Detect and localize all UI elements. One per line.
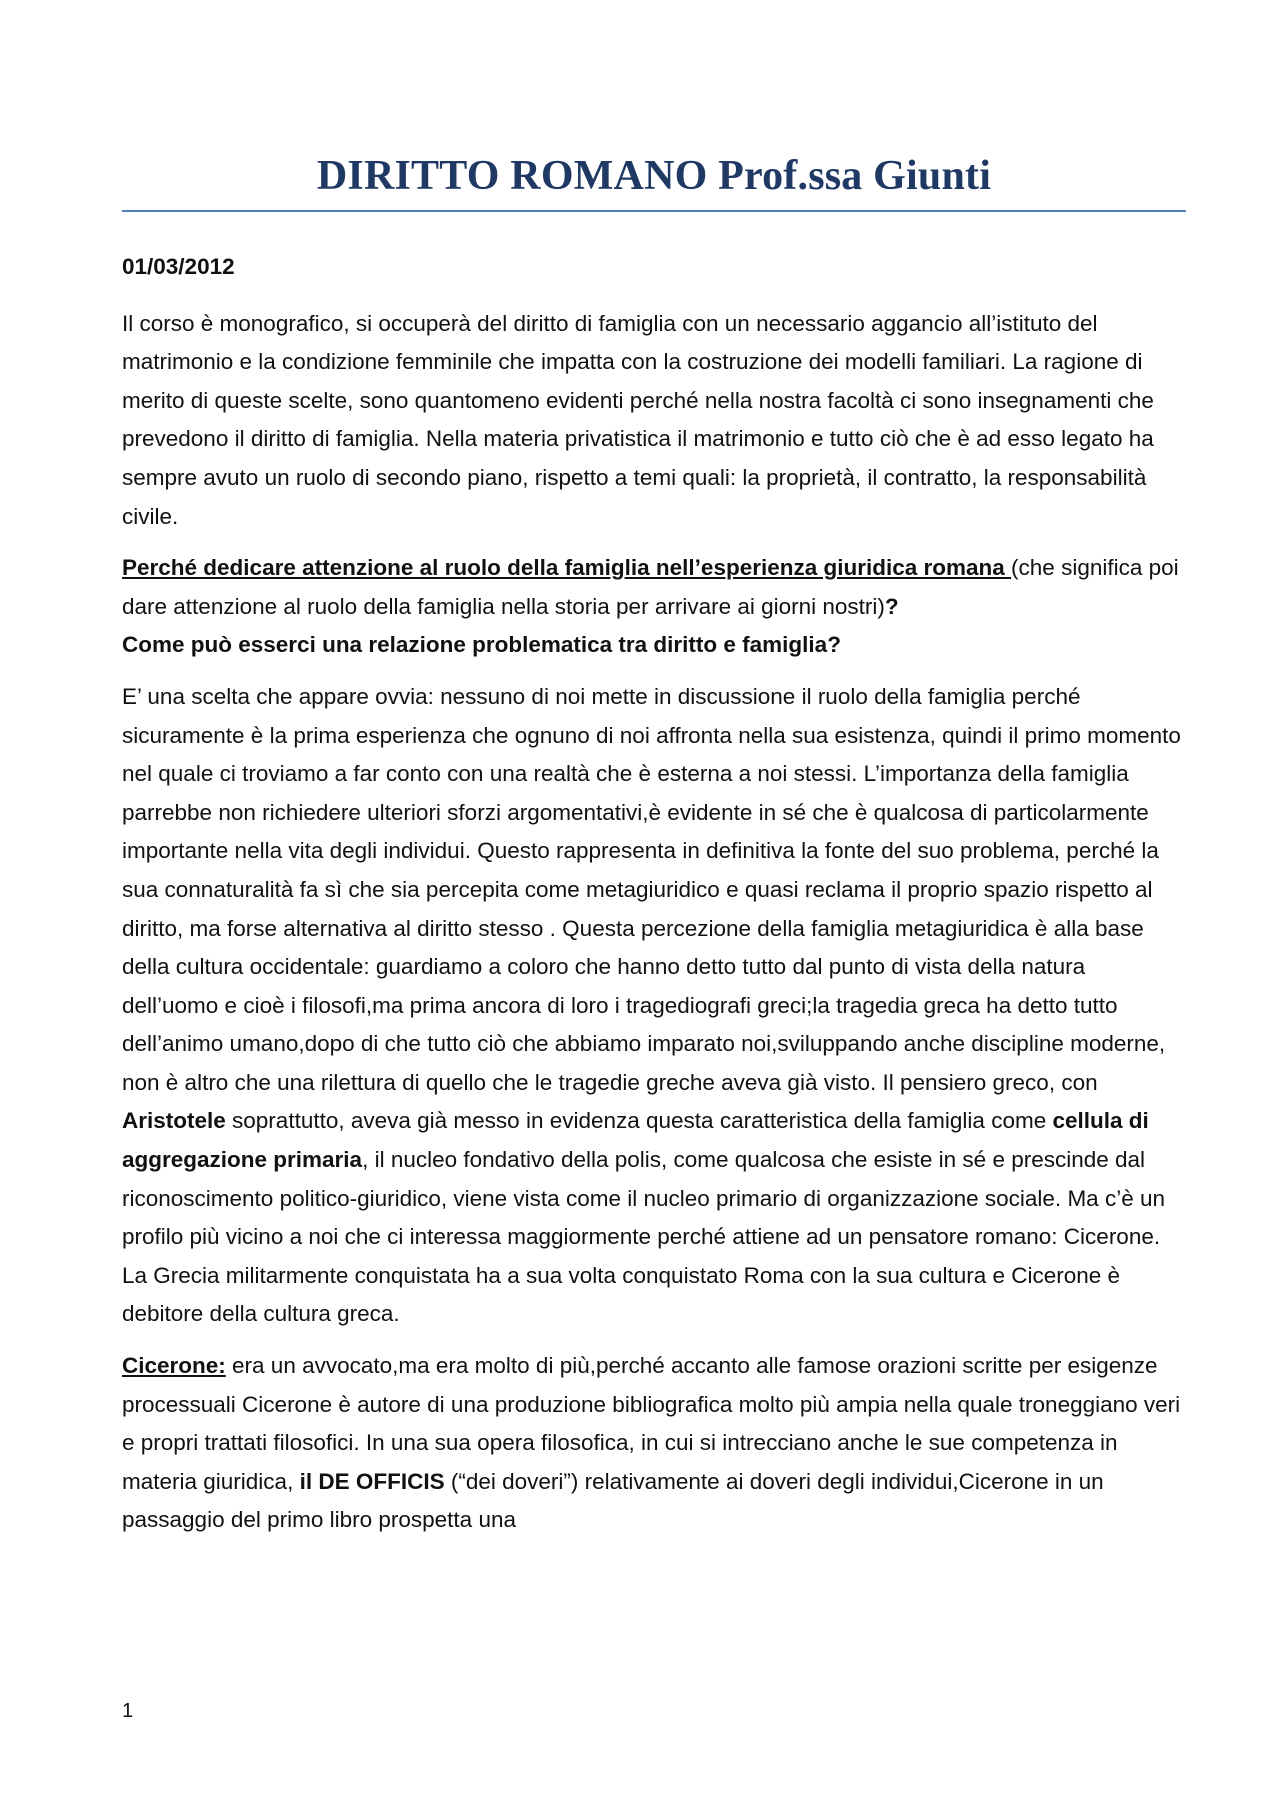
cicerone-heading: Cicerone: — [122, 1353, 226, 1379]
cicerone-text-1: era un avvocato,ma era molto di più,perché accanto alle famose orazioni scritte per esigenze processuali Cicerone è autore di una produzione bibliografica molto più ampia nella quale troneggiano veri e propri trattati filosofici. In una sua opera filosofica, in cui si intrecciano anche le sue competenza in materia giuridica, — [122, 1353, 1181, 1494]
title-block — [122, 152, 1186, 212]
paragraph-question — [122, 549, 1186, 665]
aristotele-bold: Aristotele — [122, 1108, 226, 1134]
lecture-date: 01/03/2012 — [122, 254, 235, 279]
family-text-1: E’ una scelta che appare ovvia: nessuno di noi mette in discussione il ruolo della famiglia perché sicuramente è la prima esperienza che ognuno di noi affronta nella sua esistenza, quindi il primo momento nel quale ci troviamo a far conto con una realtà che è esterna a noi stessi. L’importanza della famiglia parrebbe non richiedere ulteriori sforzi argomentativi,è evidente in sé che è qualcosa di particolarmente importante nella vita degli individui. Questo rappresenta in definitiva la fonte del suo problema, perché la sua connaturalità fa sì che sia percepita come metagiuridico e quasi reclama il proprio spazio rispetto al diritto, ma forse alternativa al diritto stesso . Questa percezione della famiglia metagiuridica è alla base della cultura occidentale: guardiamo a coloro che hanno detto tutto dal punto di vista della natura dell’uomo e cioè i filosofi,ma prima ancora di loro i tragediografi greci;la tragedia greca ha detto tutto dell’animo umano,dopo di che tutto ciò che abbiamo imparato noi,sviluppando anche discipline moderne, non è altro che una rilettura di quello che le tragedie greche aveva già visto. Il pensiero greco, con — [122, 683, 1181, 1095]
cicerone-text-2: (“dei doveri”) relativamente ai doveri degli individui,Cicerone in un passaggio del primo libro prospetta una — [122, 1468, 1104, 1533]
question-line: Come può esserci una relazione problematica tra diritto e famiglia? — [122, 632, 841, 658]
family-text-3: , il nucleo fondativo della polis, come qualcosa che esiste in sé e prescinde dal riconoscimento politico-giuridico, viene vista come il nucleo primario di organizzazione sociale. Ma c’è un profilo più vicino a noi che ci interessa maggiormente perché attiene ad un pensatore romano: Cicerone. La Grecia militarmente conquistata ha a sua volta conquistato Roma con la sua cultura e Cicerone è debitore della cultura greca. — [122, 1147, 1165, 1327]
page-title: DIRITTO ROMANO Prof.ssa Giunti — [316, 153, 992, 199]
family-text-2: soprattutto, aveva già messo in evidenza questa caratteristica della famiglia come — [225, 1108, 1053, 1134]
page-number: 1 — [122, 1700, 134, 1722]
question-mark: ? — [884, 593, 899, 619]
cellula-bold: cellula di aggregazione primaria — [122, 1108, 1149, 1173]
paragraph-cicerone — [122, 1347, 1186, 1540]
paragraph-intro: Il corso è monografico, si occuperà del diritto di famiglia con un necessario aggancio all’istituto del matrimonio e la condizione femminile che impatta con la costruzione dei modelli familiari. La ragione di merito di queste scelte, sono quantomeno evidenti perché nella nostra facoltà ci sono insegnamenti che prevedono il diritto di famiglia. Nella materia privatistica il matrimonio e tutto ciò che è ad esso legato ha sempre avuto un ruolo di secondo piano, rispetto a temi quali: la proprietà, il contratto, la responsabilità civile. — [122, 310, 1154, 529]
de-officis-bold: il DE OFFICIS — [299, 1468, 445, 1494]
question-heading: Perché dedicare attenzione al ruolo della famiglia nell’esperienza giuridica romana — [122, 555, 1012, 581]
document-body — [122, 248, 1186, 1553]
question-aside: (che significa poi dare attenzione al ruolo della famiglia nella storia per arrivare ai giorni nostri) — [122, 555, 1179, 619]
paragraph-family — [122, 678, 1186, 1334]
